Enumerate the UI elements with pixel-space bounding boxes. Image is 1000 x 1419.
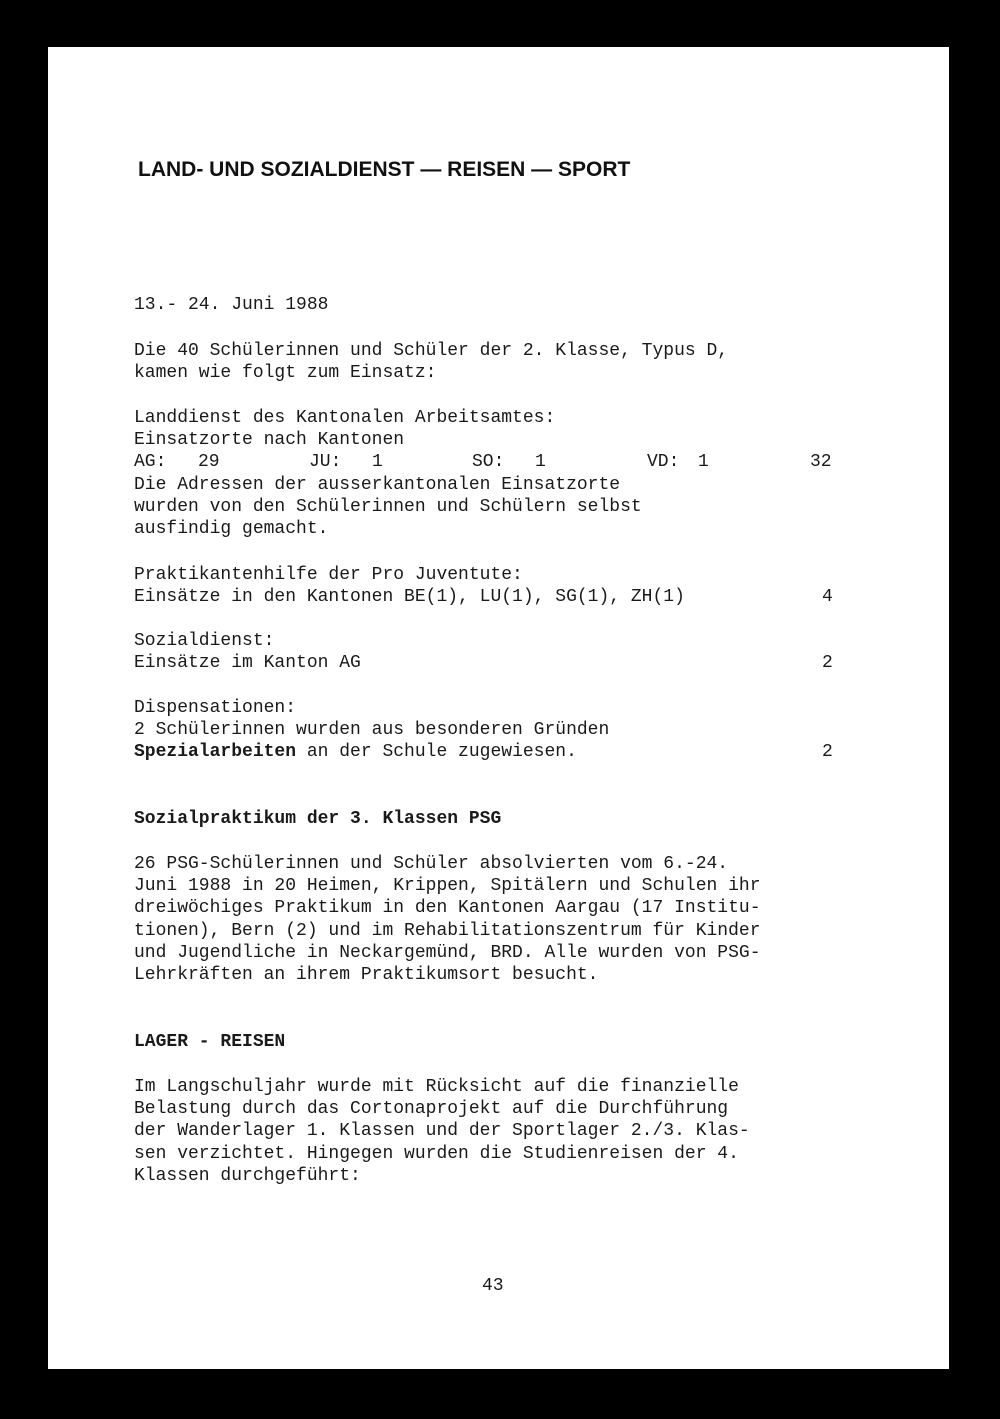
sozialpraktikum-line: tionen), Bern (2) und im Rehabilitationszentrum für Kinder — [134, 921, 761, 941]
canton-label: SO: — [472, 452, 505, 472]
lager-title: LAGER - REISEN — [134, 1032, 286, 1052]
landdienst-note-line: wurden von den Schülerinnen und Schülern selbst — [134, 497, 642, 517]
canton-value: 1 — [698, 452, 709, 472]
lager-line: Im Langschuljahr wurde mit Rücksicht auf die finanzielle — [134, 1077, 739, 1097]
intro-line-1: Die 40 Schülerinnen und Schüler der 2. Klasse, Typus D, — [134, 341, 729, 361]
sozialpraktikum-line: Lehrkräften an ihrem Praktikumsort besucht. — [134, 965, 599, 985]
dispensationen-title: Dispensationen: — [134, 698, 297, 718]
sozialdienst-total: 2 — [822, 653, 833, 673]
date-line: 13.- 24. Juni 1988 — [134, 295, 329, 315]
praktikantenhilfe-total: 4 — [822, 587, 833, 607]
dispensationen-line-2 — [134, 741, 577, 763]
dispensationen-total: 2 — [822, 742, 833, 762]
canton-value: 1 — [372, 452, 383, 472]
page-number: 43 — [482, 1276, 504, 1296]
landdienst-subtitle: Einsatzorte nach Kantonen — [134, 430, 405, 450]
spezialarbeiten-term: Spezialarbeiten — [134, 742, 297, 762]
landdienst-title: Landdienst des Kantonalen Arbeitsamtes: — [134, 408, 556, 428]
landdienst-total: 32 — [810, 452, 832, 472]
dispensationen-line-2-rest: an der Schule zugewiesen. — [296, 742, 577, 762]
sozialpraktikum-line: Juni 1988 in 20 Heimen, Krippen, Spitälern und Schulen ihr — [134, 876, 761, 896]
canton-value: 1 — [535, 452, 546, 472]
canton-label: VD: — [647, 452, 680, 472]
landdienst-note-line: Die Adressen der ausserkantonalen Einsatzorte — [134, 475, 621, 495]
sozialdienst-line: Einsätze im Kanton AG — [134, 653, 361, 673]
praktikantenhilfe-line: Einsätze in den Kantonen BE(1), LU(1), SG(1), ZH(1) — [134, 587, 685, 607]
intro-line-2: kamen wie folgt zum Einsatz: — [134, 363, 437, 383]
sozialpraktikum-line: 26 PSG-Schülerinnen und Schüler absolvierten vom 6.-24. — [134, 854, 729, 874]
sozialpraktikum-title: Sozialpraktikum der 3. Klassen PSG — [134, 809, 502, 829]
canton-label: JU: — [309, 452, 342, 472]
praktikantenhilfe-title: Praktikantenhilfe der Pro Juventute: — [134, 565, 523, 585]
lager-line: der Wanderlager 1. Klassen und der Sportlager 2./3. Klas- — [134, 1121, 750, 1141]
lager-line: Klassen durchgeführt: — [134, 1166, 361, 1186]
sozialpraktikum-line: und Jugendliche in Neckargemünd, BRD. Alle wurden von PSG- — [134, 943, 761, 963]
dispensationen-line-1: 2 Schülerinnen wurden aus besonderen Gründen — [134, 720, 610, 740]
lager-line: Belastung durch das Cortonaprojekt auf die Durchführung — [134, 1099, 729, 1119]
canton-label: AG: — [134, 452, 167, 472]
lager-line: sen verzichtet. Hingegen wurden die Studienreisen der 4. — [134, 1144, 739, 1164]
landdienst-note-line: ausfindig gemacht. — [134, 519, 329, 539]
sozialdienst-title: Sozialdienst: — [134, 631, 275, 651]
sozialpraktikum-line: dreiwöchiges Praktikum in den Kantonen Aargau (17 Institu- — [134, 898, 761, 918]
page-heading: LAND- UND SOZIALDIENST — REISEN — SPORT — [138, 158, 631, 181]
canton-value: 29 — [198, 452, 220, 472]
